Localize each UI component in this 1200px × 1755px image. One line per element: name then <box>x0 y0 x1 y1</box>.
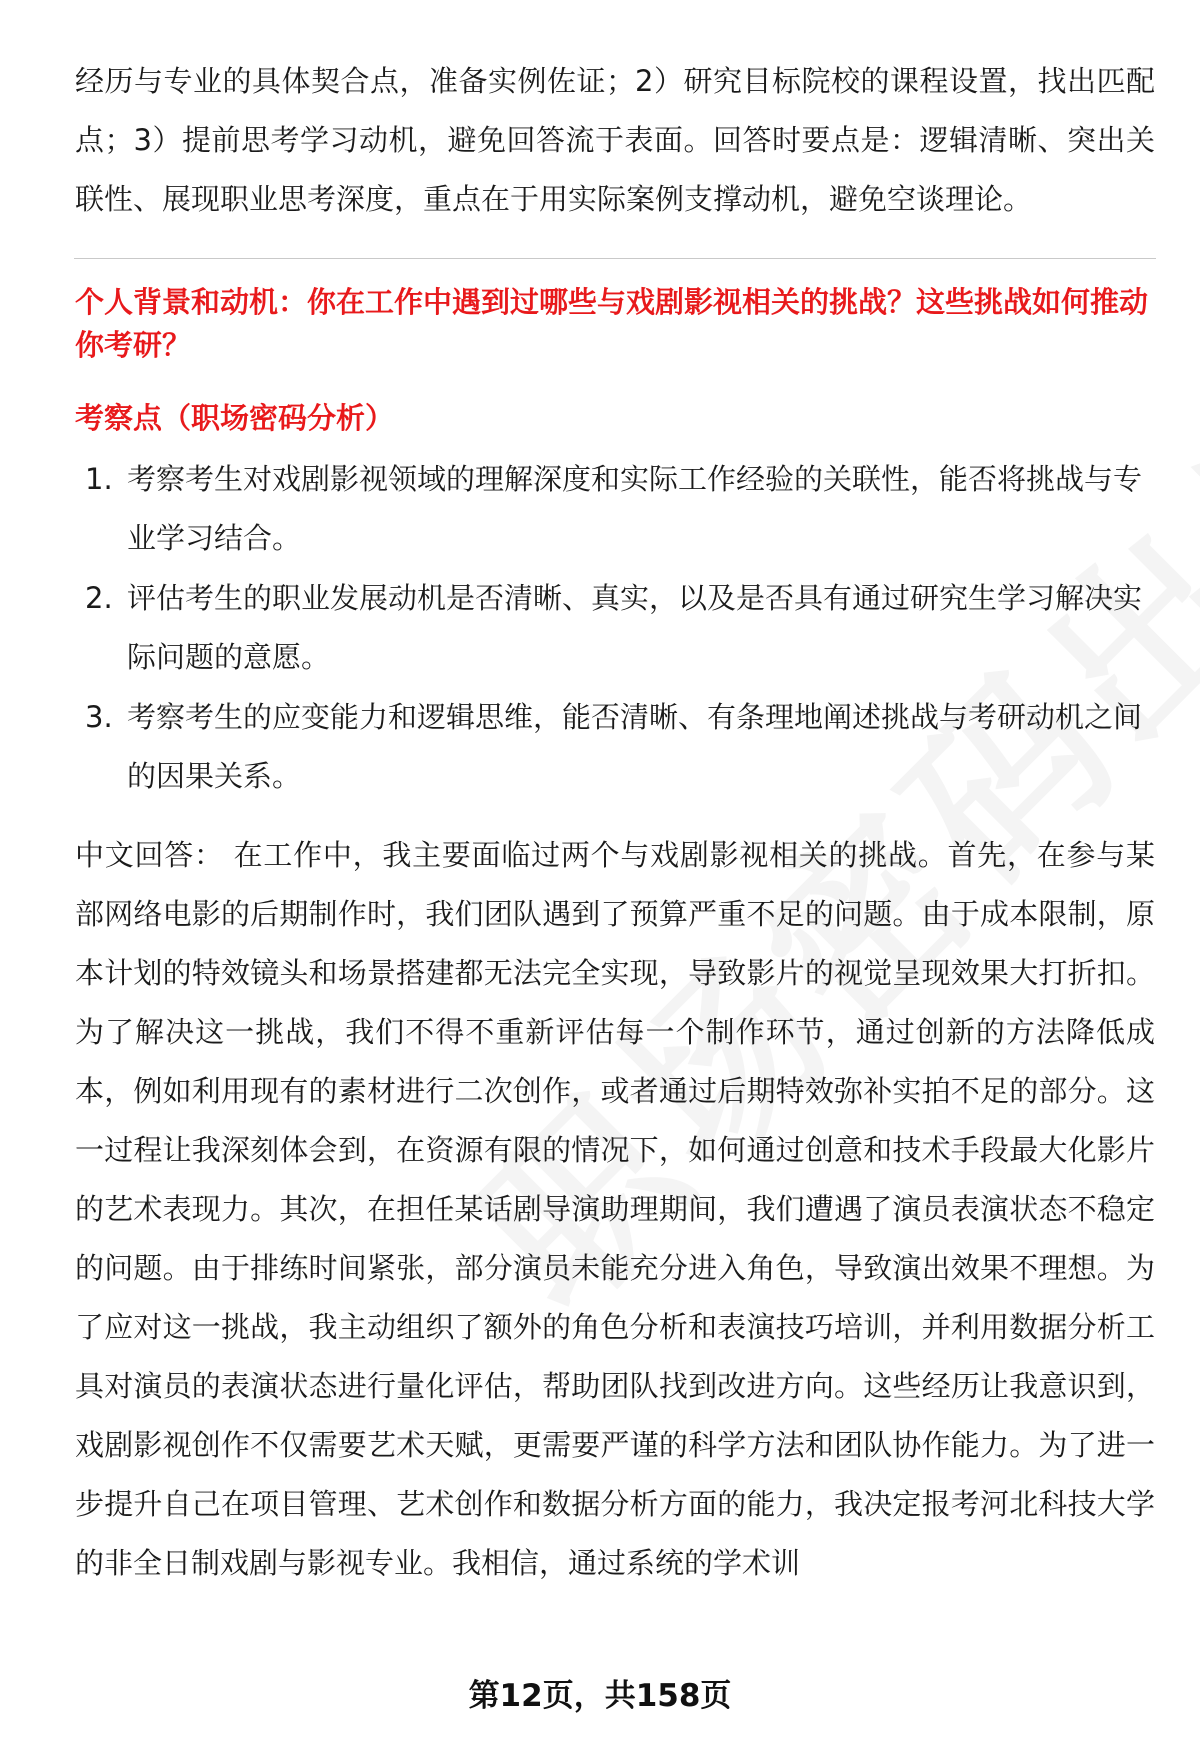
list-number: 1. <box>85 462 113 496</box>
list-number: 2. <box>85 581 113 615</box>
list-item <box>75 569 1155 687</box>
answer-paragraph: 中文回答： 在工作中，我主要面临过两个与戏剧影视相关的挑战。首先，在参与某部网络电影的后期制作时，我们团队遇到了预算严重不足的问题。由于成本限制，原本计划的特效镜头和场景搭建都无法完全实现，导致影片的视觉呈现效果大打折扣。为了解决这一挑战，我们不得不重新评估每一个制作环节，通过创新的方法降低成本，例如利用现有的素材进行二次创作，或者通过后期特效弥补实拍不足的部分。这一过程让我深刻体会到，在资源有限的情况下，如何通过创意和技术手段最大化影片的艺术表现力。其次，在担任某话剧导演助理期间，我们遭遇了演员表演状态不稳定的问题。由于排练时间紧张，部分演员未能充分进入角色，导致演出效果不理想。为了应对这一挑战，我主动组织了额外的角色分析和表演技巧培训，并利用数据分析工具对演员的表演状态进行量化评估，帮助团队找到改进方向。这些经历让我意识到，戏剧影视创作不仅需要艺术天赋，更需要严谨的科学方法和团队协作能力。为了进一步提升自己在项目管理、艺术创作和数据分析方面的能力，我决定报考河北科技大学的非全日制戏剧与影视专业。我相信，通过系统的学术训 <box>75 838 1155 1580</box>
section-divider <box>74 258 1156 259</box>
list-item-text: 考察考生对戏剧影视领域的理解深度和实际工作经验的关联性，能否将挑战与专业学习结合。 <box>127 462 1143 555</box>
list-item <box>75 450 1155 568</box>
assessment-points-list <box>75 450 1155 806</box>
list-number: 3. <box>85 700 113 734</box>
question-heading: 个人背景和动机：你在工作中遇到过哪些与戏剧影视相关的挑战？这些挑战如何推动你考研？ <box>75 285 1149 362</box>
page-number: 第12页，共158页 <box>468 1678 732 1714</box>
list-item-text: 考察考生的应变能力和逻辑思维，能否清晰、有条理地阐述挑战与考研动机之间的因果关系。 <box>127 700 1143 793</box>
intro-paragraph: 经历与专业的具体契合点，准备实例佐证；2）研究目标院校的课程设置，找出匹配点；3）提前思考学习动机，避免回答流于表面。回答时要点是：逻辑清晰、突出关联性、展现职业思考深度，重点在于用实际案例支撑动机，避免空谈理论。 <box>75 64 1155 216</box>
section-title: 考察点（职场密码分析） <box>75 401 395 435</box>
list-item <box>75 688 1155 806</box>
page-content <box>75 52 1155 1593</box>
list-item-text: 评估考生的职业发展动机是否清晰、真实，以及是否具有通过研究生学习解决实际问题的意愿。 <box>127 581 1143 674</box>
